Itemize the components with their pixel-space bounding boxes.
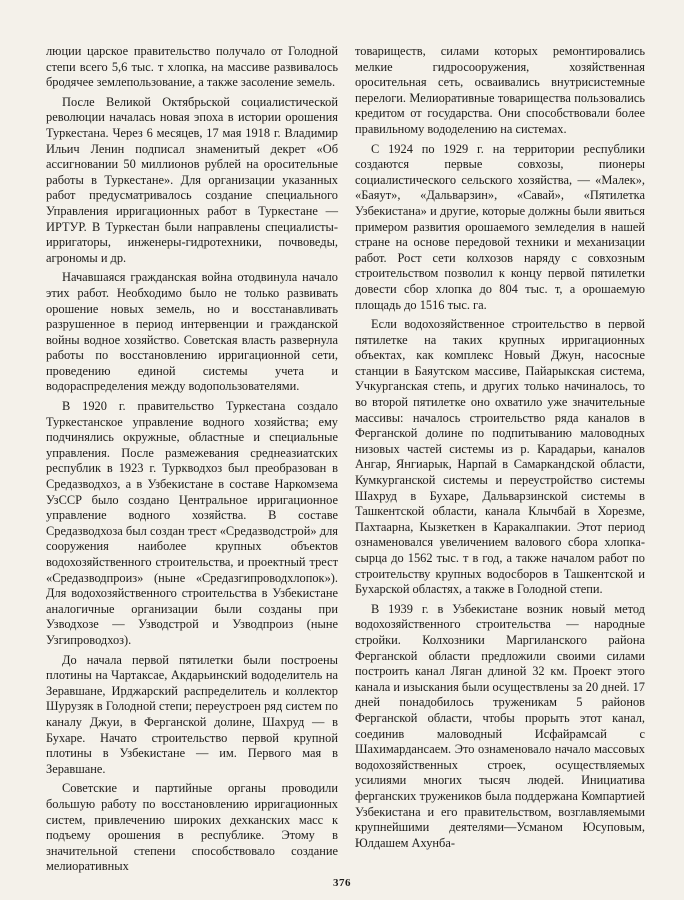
page-number: 376 bbox=[333, 877, 351, 889]
paragraph: Начавшаяся гражданская война отодвинула начало этих работ. Необходимо было не только развивать орошение новых земель, но и восстанавливать разрушенное в период интервенции и гражданской войны водное хозяйство. Советская власть развернула работы по восстановлению ирригационной сети, проведению единой системы учета и водораспределения между водопользователями. bbox=[46, 270, 338, 394]
paragraph: До начала первой пятилетки были построены плотины на Чартаксае, Акдарьинский вододелитель на Зеравшане, Ирджарский распределитель и коллектор Шурузяк в Голодной степи; переустроен ряд систем по каналу Джуи, в Ферганской долине, Шахруд — в Бухаре. Начато строительство первой крупной плотины в Узбекистане — им. Первого мая в Зеравшане. bbox=[46, 652, 338, 776]
right-column bbox=[355, 44, 645, 855]
paragraph: После Великой Октябрьской социалистической революции началась новая эпоха в истории орошения Туркестана. Через 6 месяцев, 17 мая 1918 г. Владимир Ильич Ленин подписал знаменитый декрет «Об ассигновании 50 миллионов рублей на оросительные работы в Туркестане». Для организации указанных работ предусматривалось создание специального Управления ирригационных работ в Туркестане — ИРТУР. В Туркестан были направлены специалисты-ирригаторы, инженеры-гидротехники, почвоведы, агрономы и др. bbox=[46, 94, 338, 265]
paragraph: люции царское правительство получало от Голодной степи всего 5,6 тыс. т хлопка, на массиве развивалось бродячее землепользование, а также засоление земель. bbox=[46, 44, 338, 90]
paragraph: Если водохозяйственное строительство в первой пятилетке на таких крупных ирригационных объектах, как комплекс Новый Джун, насосные станции в Баяутском массиве, Пайарыкская система, Учкурганская степь, и других только начиналось, то во второй пятилетке оно охватило уже значительные массивы: началось строительство ряда каналов в Ферганской долине по подпитыванию маловодных низовых частей системы из р. Карадарьи, каналов Ангар, Янгиарык, Нарпай в Самаркандской области, Кумкурганской системы и переустройство системы Шахруд в Бухаре, Дальварзинской системы в Ташкентской области, канала Клычбай в Хорезме, Пахтаарна, Кызкеткен в Каракалпакии. Этот период ознаменовался увеличением валового сбора хлопка-сырца до 1562 тыс. т в год, а также началом работ по строительству крупных водосборов в Ташкентской и Бухарской областях, а также в Голодной степи. bbox=[355, 317, 645, 597]
paragraph: С 1924 по 1929 г. на территории республики создаются первые совхозы, пионеры социалистического сельского хозяйства, — «Малек», «Баяут», «Дальварзин», «Савай», «Пятилетка Узбекистана» и другие, которые должны были явиться примером развития орошаемого земледелия в нашей стране на основе передовой техники и механизации работ. Рост сети колхозов наряду с совхозным строительством позволил к концу первой пятилетки довести сбор хлопка до 804 тыс. т, а орошаемую площадь до 1516 тыс. га. bbox=[355, 141, 645, 312]
paragraph: товариществ, силами которых ремонтировались мелкие гидросооружения, хозяйственная оросительная сеть, осваивались внутрисистемные перелоги. Мелиоративные товарищества пользовались кредитом от государства. Они способствовали более правильному вододелению на системах. bbox=[355, 44, 645, 136]
left-column bbox=[46, 44, 338, 879]
paragraph: В 1920 г. правительство Туркестана создало Туркестанское управление водного хозяйства; ему подчинялись окружные, областные и специальные управления. После размежевания среднеазиатских республик в 1923 г. Туркводхоз был преобразован в Средазводхоз, а в Узбекистане в составе Наркомзема УзССР было создано Центральное ирригационное управление водного хозяйства. В составе Средазводхоза был создан трест «Средазводстрой» для сооружения наиболее крупных объектов водохозяйственного строительства, и проектный трест «Средазводпроиз» (ныне «Средазгипроводхлопок»). Для водохозяйственного строительства в Узбекистане аналогичные организации были созданы при Узводхозе — Узводстрой и Узводпроиз (ныне Узгипроводхоз). bbox=[46, 399, 338, 647]
paragraph: Советские и партийные органы проводили большую работу по восстановлению ирригационных систем, привлечению широких дехканских масс к подъему орошения в республике. Этому в значительной степени способствовало создание мелиоративных bbox=[46, 781, 338, 874]
paragraph: В 1939 г. в Узбекистане возник новый метод водохозяйственного строительства — народные стройки. Колхозники Маргиланского района Ферганской области предложили своими силами построить канал Ляган длиной 32 км. Проект этого канала и изыскания были осуществлены за 20 дней. 17 дней понадобилось труженикам 5 районов Ферганской области, чтобы прорыть этот канал, соединив маловодный Исфайрамсай с Шахимардансаем. Это ознаменовало начало массовых водохозяйственных строек, осуществляемых усилиями многих тысяч людей. Инициатива ферганских тружеников была поддержана Компартией Узбекистана и его правительством, возглавляемыми крупнейшими деятелями—Усманом Юсуповым, Юлдашем Ахунба- bbox=[355, 601, 645, 850]
